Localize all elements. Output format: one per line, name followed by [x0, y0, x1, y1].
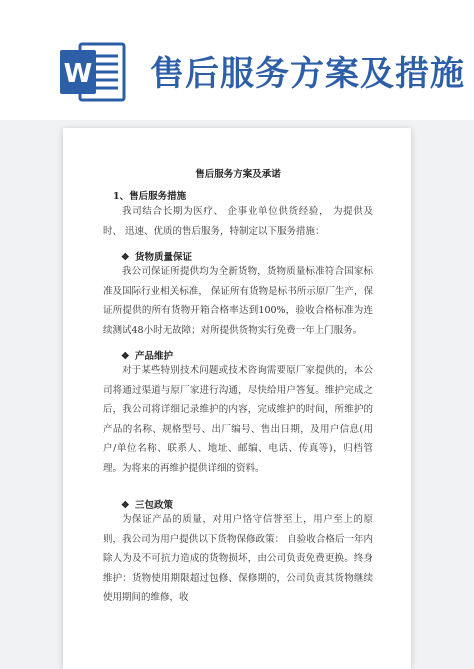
diamond-bullet-icon: ❖ — [121, 500, 130, 511]
warranty-heading-text: 三包政策 — [135, 500, 174, 511]
quality-paragraph: 我公司保证所提供均为全新货物，货物质量标准符合国家标准及国际行业相关标准， 保证所有货物是标书所示原厂生产，保证所提供的所有货物开箱合格率达到100%，验收合格标准为连续测试48小时无故障；对所提供货物实行免费一年上门服务。 — [103, 266, 373, 336]
section-heading: 1、售后服务措施 — [113, 191, 187, 202]
quality-heading-text: 货物质量保证 — [135, 252, 193, 263]
banner — [0, 0, 474, 120]
intro-paragraph: 我司结合长期为医疗、 企事业单位供货经验， 为提供及时、 迅速、优质的售后服务，特制定以下服务措施： — [103, 206, 373, 237]
document-title: 售后服务方案及承诺 — [195, 169, 281, 180]
warranty-paragraph: 为保证产品的质量，对用户恪守信誉至上，用户至上的原则，我公司为用户提供以下货物保修政策： 自验收合格后一年内除人为及不可抗力造成的货物损坏，由公司负责免费更换。终身维护：货物使用期限超过包修、保修期的，公司负责其货物继续使用期间的维修，收 — [103, 514, 373, 604]
banner-title: 售后服务方案及措施 — [150, 54, 465, 94]
warranty-heading — [121, 497, 173, 511]
quality-heading — [121, 249, 192, 263]
maintenance-paragraph: 对于某些特别技术问题或技术咨询需要原厂家提供的，本公司将通过渠道与原厂家进行沟通，尽快给用户答复。维护完成之后，我公司将详细记录维护的内容，完成维护的时间，所维护的产品的名称、规格型号、出厂编号、售出日期，及用户信息(用户/单位名称、联系人、地址、邮编、电话、传真等)，归档管理。为将来的再维护提供详细的资料。 — [103, 365, 373, 474]
diamond-bullet-icon: ❖ — [121, 351, 130, 362]
maintenance-heading — [121, 348, 173, 362]
diamond-bullet-icon: ❖ — [121, 252, 130, 263]
svg-text:W: W — [63, 59, 93, 89]
word-document-icon — [58, 42, 128, 102]
maintenance-heading-text: 产品维护 — [135, 351, 174, 362]
document-page — [63, 128, 411, 669]
